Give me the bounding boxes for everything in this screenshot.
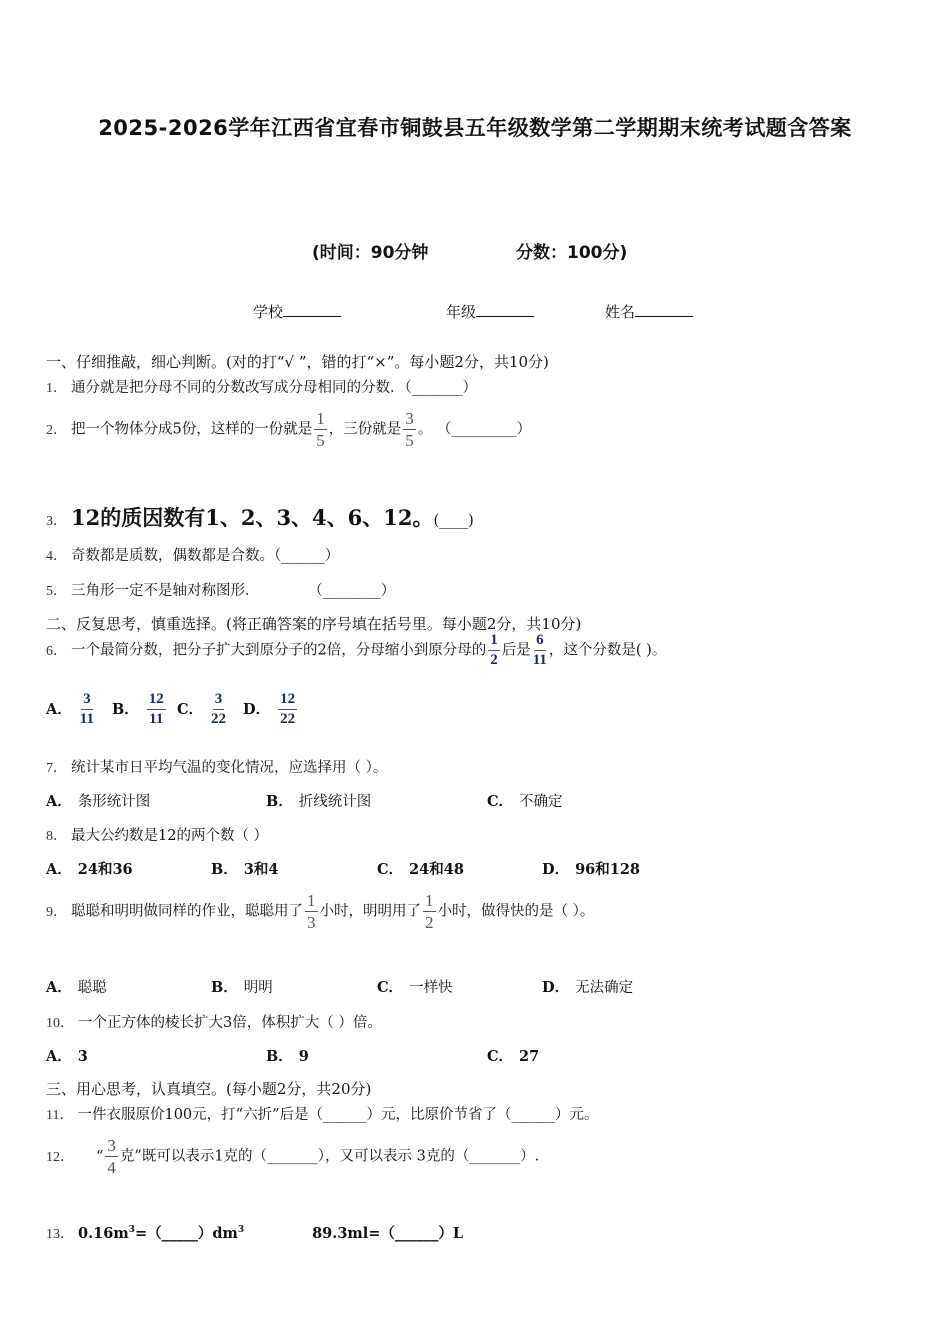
q8-option-a[interactable]: A． 24和36 [46, 861, 133, 878]
question-9: 9． 聪聪和明明做同样的作业，聪聪用了 $\frac{1}{3}$ 小时，明明用了 $\frac{1}{2}$ 小时，做得快的是（ ）。 [46, 891, 595, 932]
section-2-heading: 二、反复思考，慎重选择。(将正确答案的序号填在括号里。每小题2分，共10分) [46, 615, 582, 633]
question-number: 5． [46, 584, 67, 599]
name-field[interactable] [605, 301, 693, 322]
question-number: 2． [46, 422, 67, 438]
q8-option-d[interactable]: D． 96和128 [542, 861, 641, 878]
q7-option-b[interactable]: B． 折线统计图 [266, 793, 372, 810]
question-number: 4． [46, 549, 67, 564]
question-number: 8． [46, 829, 67, 844]
question-text: 12的质因数有1、2、3、4、6、12。 [71, 505, 434, 530]
question-number: 7． [46, 761, 67, 776]
question-number: 9． [46, 904, 67, 920]
question-text: 通分就是把分母不同的分数改写成分母相同的分数．（_______） [71, 380, 477, 396]
q10-option-a[interactable]: A． 3 [46, 1048, 88, 1065]
question-10 [46, 1011, 382, 1032]
question-3 [46, 502, 474, 532]
q6-option-a[interactable]: A． $\frac{3}{11}$ [46, 691, 94, 727]
q10-option-c[interactable]: C． 27 [487, 1048, 540, 1065]
question-11 [46, 1103, 598, 1124]
fraction: $\frac{6}{11}$ [532, 632, 547, 668]
question-5 [46, 579, 395, 600]
question-text: 一个最简分数，把分子扩大到原分子的2倍，分母缩小到原分母的 [71, 642, 487, 659]
q9-option-b[interactable]: B． 明明 [211, 979, 273, 996]
q10-option-b[interactable]: B． 9 [266, 1048, 309, 1065]
question-text: 最大公约数是12的两个数（ ） [71, 828, 269, 844]
q7-option-a[interactable]: A． 条形统计图 [46, 793, 151, 810]
q9-option-a[interactable]: A． 聪聪 [46, 979, 107, 996]
fraction: $\frac{1}{5}$ [316, 409, 325, 450]
q6-option-c[interactable]: C． $\frac{3}{22}$ [177, 691, 227, 727]
question-number: 1． [46, 381, 67, 396]
question-text: 一个正方体的棱长扩大3倍，体积扩大（ ）倍。 [78, 1015, 382, 1031]
question-12: 12． “ $\frac{3}{4}$ 克”既可以表示1克的（_______），又可以表示 3克的（_______）. [46, 1136, 540, 1177]
q7-option-c[interactable]: C． 不确定 [487, 793, 563, 810]
name-label: 姓名 [605, 303, 636, 321]
q6-option-d[interactable]: D． $\frac{12}{22}$ [243, 691, 296, 727]
q8-option-b[interactable]: B． 3和4 [211, 861, 279, 878]
question-text: 把一个物体分成5份，这样的一份就是 [71, 421, 313, 438]
question-text: 统计某市日平均气温的变化情况，应选择用（ ）。 [71, 760, 388, 776]
question-number: 10． [46, 1016, 74, 1031]
time-label: (时间：90分钟 [312, 243, 429, 263]
question-number: 6． [46, 643, 67, 659]
question-text: 一件衣服原价100元，打“六折”后是（______）元，比原价节省了（______）元。 [77, 1107, 599, 1123]
q8-option-c[interactable]: C． 24和48 [377, 861, 464, 878]
fraction: $\frac{3}{4}$ [107, 1136, 116, 1177]
question-number: 3． [46, 514, 67, 529]
question-number: 11． [46, 1108, 74, 1123]
page-title: 2025-2026学年江西省宜春市铜鼓县五年级数学第二学期期末统考试题含答案 [98, 116, 852, 140]
question-number: 13． [46, 1227, 74, 1242]
question-text: 奇数都是质数，偶数都是合数。（______） [71, 548, 340, 564]
school-field[interactable] [253, 301, 341, 322]
fraction: $\frac{1}{3}$ [307, 891, 316, 932]
fraction: $\frac{3}{5}$ [405, 409, 414, 450]
fraction: $\frac{1}{2}$ [490, 632, 498, 668]
question-4 [46, 544, 339, 565]
fraction: $\frac{1}{2}$ [425, 891, 434, 932]
question-text: 克”既可以表示1克的（_______），又可以表示 3克的（_______）. [119, 1148, 540, 1165]
answer-blank: （________） [315, 583, 396, 599]
question-text: 三角形一定不是轴对称图形． [71, 583, 260, 599]
question-6: 6． 一个最简分数，把分子扩大到原分子的2倍，分母缩小到原分母的 $\frac{1}{2}$ 后是 $\frac{6}{11}$ ，这个分数是( )。 [46, 632, 667, 668]
q6-option-b[interactable]: B． $\frac{12}{11}$ [112, 691, 164, 727]
q9-option-c[interactable]: C． 一样快 [377, 979, 453, 996]
question-1 [46, 376, 477, 397]
question-text: 聪聪和明明做同样的作业，聪聪用了 [71, 903, 303, 920]
section-3-heading: 三、用心思考，认真填空。(每小题2分，共20分) [46, 1080, 372, 1098]
question-13: 13． $0.16m^3=(\_\_\_\_\_)dm^3$ 89.3ml=（______）L [46, 1225, 464, 1242]
question-7 [46, 756, 387, 777]
question-2: 2． 把一个物体分成5份，这样的一份就是 $\frac{1}{5}$ ，三份就是 $\frac{3}{5}$ 。 （_________） [46, 409, 532, 450]
school-label: 学校 [253, 303, 284, 321]
grade-field[interactable] [446, 301, 534, 322]
q9-option-d[interactable]: D． 无法确定 [542, 979, 634, 996]
score-label: 分数：100分) [516, 243, 628, 263]
grade-label: 年级 [446, 303, 477, 321]
section-1-heading: 一、仔细推敲，细心判断。(对的打“√ ”，错的打“×”。每小题2分，共10分) [46, 353, 549, 371]
question-8 [46, 824, 268, 845]
answer-blank: (____) [433, 513, 474, 529]
question-number: 12． [46, 1149, 74, 1165]
